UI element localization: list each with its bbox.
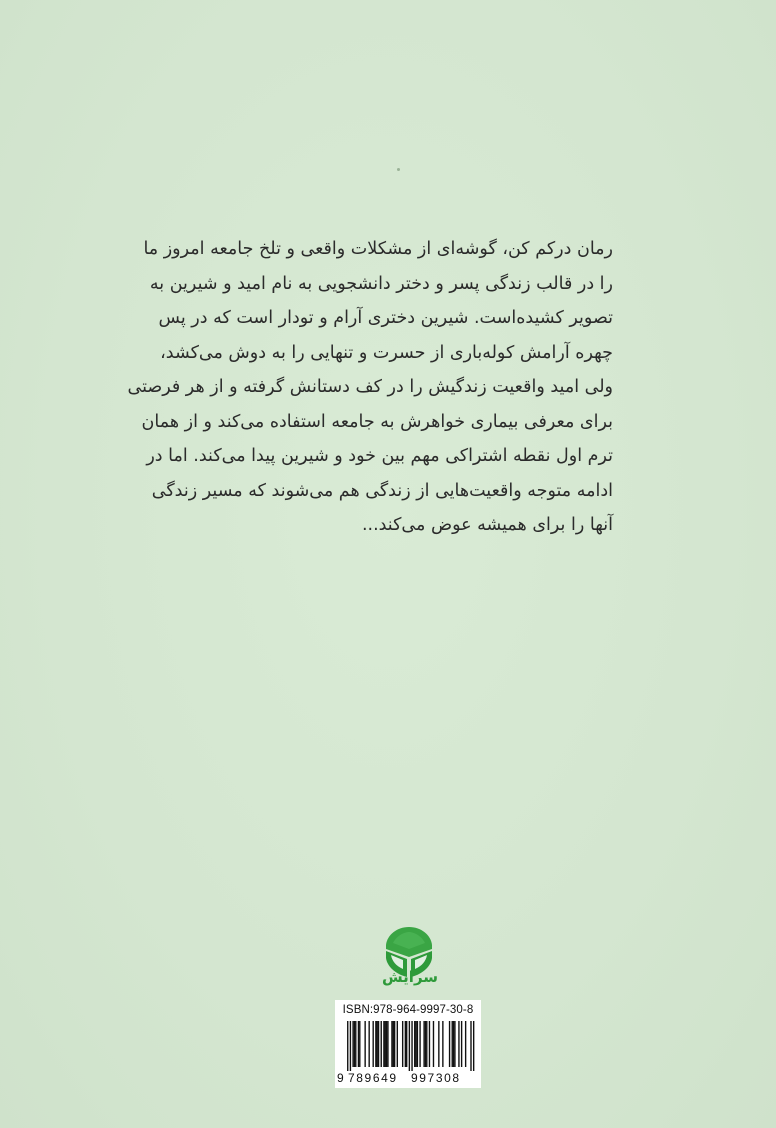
barcode-bar bbox=[473, 1021, 474, 1071]
barcode-bar bbox=[461, 1021, 462, 1067]
barcode-bar bbox=[411, 1021, 412, 1071]
barcode-bar bbox=[458, 1021, 459, 1067]
barcode-bar bbox=[372, 1021, 373, 1067]
barcode-bar bbox=[465, 1021, 466, 1067]
blurb-line: آنها را برای همیشه عوض می‌کند... bbox=[361, 515, 613, 535]
barcode-bar bbox=[429, 1021, 430, 1067]
barcode-bar bbox=[452, 1021, 453, 1067]
blurb-line: ولی امید واقعیت زندگیش را در کف دستانش گرفته و از هر فرصتی bbox=[127, 377, 613, 397]
barcode-bar bbox=[368, 1021, 369, 1067]
barcode-bar bbox=[383, 1021, 384, 1067]
barcode-bar bbox=[375, 1021, 376, 1067]
barcode-bar bbox=[352, 1021, 353, 1067]
isbn-label: ISBN:978-964-9997-30-8 bbox=[342, 1004, 474, 1016]
blurb-line: چهره آرامش کوله‌باری از حسرت و تنهایی را به دوش می‌کشد، bbox=[160, 342, 613, 363]
barcode-bar bbox=[423, 1021, 424, 1067]
barcode-bar bbox=[449, 1021, 450, 1067]
barcode-bar bbox=[415, 1021, 416, 1067]
barcode-bar bbox=[393, 1021, 394, 1067]
barcode-bar bbox=[406, 1021, 407, 1067]
barcode-digits-left: 789649 bbox=[348, 1071, 398, 1085]
barcode-digits bbox=[335, 1071, 481, 1087]
barcode-bar bbox=[414, 1021, 415, 1067]
barcode-bar bbox=[405, 1021, 406, 1067]
barcode-bar bbox=[394, 1021, 395, 1067]
barcode-bar bbox=[359, 1021, 360, 1067]
barcode-bar bbox=[433, 1021, 434, 1067]
barcode-digit-first: 9 bbox=[337, 1071, 344, 1085]
blurb-line: را در قالب زندگی پسر و دختر دانشجویی به نام امید و شیرین به bbox=[149, 273, 613, 294]
barcode-bar bbox=[381, 1021, 382, 1067]
blurb-line: تصویر کشیده‌است. شیرین دختری آرام و تودار است که در پس bbox=[158, 308, 613, 328]
barcode-bar bbox=[377, 1021, 378, 1067]
barcode-bar bbox=[391, 1021, 392, 1067]
barcode-bar bbox=[419, 1021, 420, 1067]
barcode-bar bbox=[378, 1021, 379, 1067]
barcode-bar bbox=[347, 1021, 348, 1071]
barcode-bar bbox=[385, 1021, 386, 1067]
barcode-bar bbox=[425, 1021, 426, 1067]
barcode-bar bbox=[470, 1021, 471, 1071]
book-blurb bbox=[127, 232, 613, 543]
barcode-bar bbox=[409, 1021, 410, 1071]
barcode-bar bbox=[454, 1021, 455, 1067]
barcode-bars bbox=[339, 1021, 477, 1071]
barcode-bar bbox=[354, 1021, 355, 1067]
publisher-name: سرایش bbox=[381, 968, 439, 986]
barcode-bar bbox=[442, 1021, 443, 1067]
barcode-bar bbox=[350, 1021, 351, 1071]
barcode-bar bbox=[386, 1021, 387, 1067]
blurb-line: ترم اول نقطه اشتراکی مهم بین خود و شیرین پیدا می‌کند. اما در bbox=[146, 446, 613, 466]
barcode-bar bbox=[355, 1021, 356, 1067]
barcode-digits-right: 997308 bbox=[411, 1071, 461, 1085]
blurb-line: رمان درکم کن، گوشه‌ای از مشکلات واقعی و تلخ جامعه امروز ما bbox=[143, 239, 613, 259]
barcode-bar bbox=[417, 1021, 418, 1067]
barcode-bar bbox=[387, 1021, 388, 1067]
isbn-barcode bbox=[335, 1000, 481, 1088]
barcode-bar bbox=[453, 1021, 454, 1067]
paper-speck bbox=[397, 168, 400, 171]
barcode-bar bbox=[438, 1021, 439, 1067]
barcode-bar bbox=[426, 1021, 427, 1067]
barcode-bar bbox=[402, 1021, 403, 1067]
barcode-bar bbox=[397, 1021, 398, 1067]
blurb-line: ادامه متوجه واقعیت‌هایی از زندگی هم می‌شوند که مسیر زندگی bbox=[151, 480, 613, 501]
barcode-bar bbox=[358, 1021, 359, 1067]
barcode-bar bbox=[364, 1021, 365, 1067]
blurb-line: برای معرفی بیماری خواهرش به جامعه استفاده می‌کند و از همان bbox=[141, 411, 613, 432]
